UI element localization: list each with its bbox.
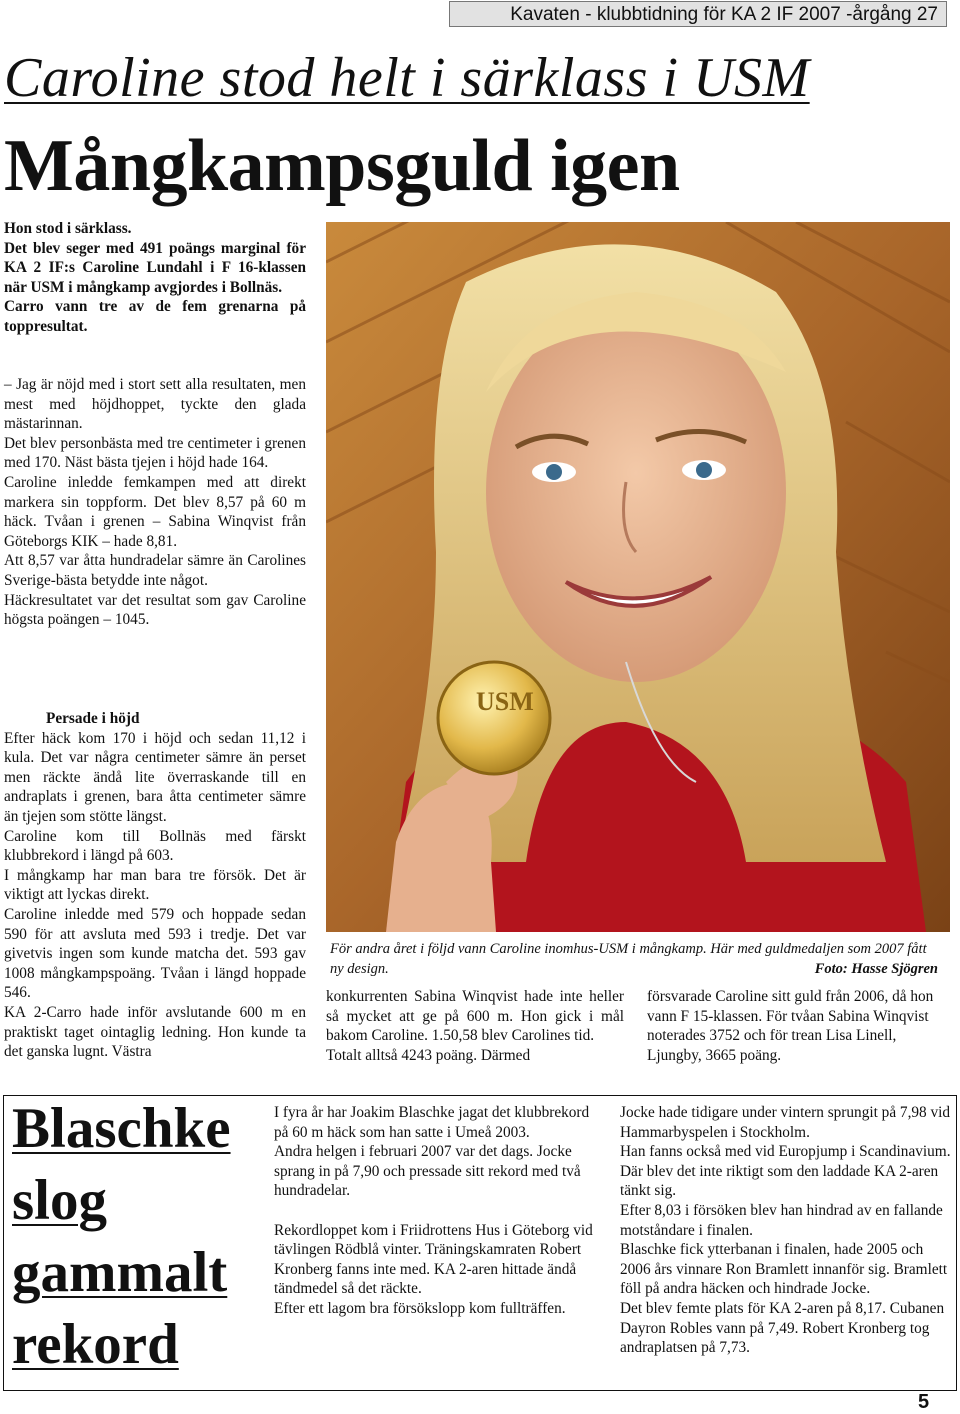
title-line: Blaschke <box>12 1097 231 1160</box>
article2-column2 <box>620 1103 952 1358</box>
article-headline: Mångkampsguld igen <box>4 125 680 207</box>
caption-text: För andra året i följd vann Caroline inomhus-USM i mångkamp. Här med guldmedaljen som 2007 fått ny design. <box>330 941 927 977</box>
article-lead <box>4 219 306 337</box>
photo-caption <box>330 939 938 979</box>
article2-column1 <box>274 1103 594 1319</box>
body-paragraph: Caroline kom till Bollnäs med färskt klubbrekord i längd på 603. <box>4 827 306 865</box>
body-paragraph: Caroline inledde med 579 och hoppade sedan 590 för att avsluta med 593 i tredje. Det var givetvis ingen som kunde matcha det. 593 gav 1008 mångkampspoäng. Tvåan i längd hoppade 546. <box>4 905 306 1002</box>
body-paragraph: I mångkamp har man bara tre försök. Det är viktigt att lyckas direkt. <box>4 866 306 904</box>
article-subheading: Persade i höjd <box>46 710 140 727</box>
body-paragraph: Efter häck kom 170 i höjd och sedan 11,12 i kula. Det var några centimeter sämre än perset men räckte ändå lite överraskande till en andraplats i grenen, bara åtta centimeter sämre än tjejen som stötte längst. <box>4 729 306 825</box>
lead-paragraph: Carro vann tre av de fem grenarna på toppresultat. <box>4 298 306 335</box>
portrait-photo <box>326 222 950 932</box>
body-paragraph: Efter 8,03 i försöken blev han hindrad av en fallande motståndare i finalen. <box>620 1201 943 1239</box>
body-paragraph: Efter ett lagom bra försökslopp kom fullträffen. <box>274 1299 566 1317</box>
paragraph-gap <box>274 1201 594 1221</box>
body-paragraph: Blaschke fick ytterbanan i finalen, hade 2005 och 2006 års vinnare Ron Bramlett innanför sig. Bramlett föll på andra häcken och hindrade Jocke. <box>620 1241 948 1298</box>
body-paragraph: Han fanns också med vid Europjump i Scandinavium. Där blev det inte riktigt som den laddade KA 2-aren tänkt sig. <box>620 1143 951 1200</box>
article2-title <box>12 1093 267 1381</box>
title-line: slog <box>12 1169 108 1232</box>
body-paragraph: Caroline inledde femkampen med att direkt markera sin toppform. Det blev 8,57 på 60 m häck. Tvåan i grenen – Sabina Winqvist från Göteborgs KIK – hade 8,81. <box>4 473 306 550</box>
medal-text: USM <box>476 687 534 716</box>
article-body-part2 <box>4 709 306 1062</box>
publication-header: Kavaten - klubbtidning för KA 2 IF 2007 -årgång 27 <box>449 1 947 27</box>
page-number: 5 <box>918 1391 930 1413</box>
body-paragraph: – Jag är nöjd med i stort sett alla resultaten, men mest med höjdhoppet, tyckte den glada mästarinnan. <box>4 376 306 433</box>
title-line: gammalt <box>12 1241 228 1304</box>
photo-credit: Foto: Hasse Sjögren <box>814 961 938 977</box>
body-paragraph: KA 2-Carro hade inför avslutande 600 m en praktiskt taget ointaglig ledning. Hon kunde ta det ganska lugnt. Västra <box>4 1003 306 1061</box>
body-paragraph: Det blev femte plats för KA 2-aren på 8,17. Cubanen Dayron Robles vann på 7,49. Robert Kronberg tog andraplatsen på 7,73. <box>620 1299 945 1357</box>
article-kicker: Caroline stod helt i särklass i USM <box>4 47 810 109</box>
title-line: rekord <box>12 1313 179 1376</box>
lead-paragraph: Det blev seger med 491 poängs marginal för KA 2 IF:s Caroline Lundahl i F 16-klassen när USM i mångkamp avgjordes i Bollnäs. <box>4 239 306 296</box>
body-paragraph: Häckresultatet var det resultat som gav Caroline högsta poängen – 1045. <box>4 591 306 629</box>
body-paragraph: Det blev personbästa med tre centimeter i grenen med 170. Näst bästa tjejen i höjd hade 164. <box>4 434 306 472</box>
body-paragraph: Andra helgen i februari 2007 var det dags. Jocke sprang in på 7,90 och pressade sitt rekord med två hundradelar. <box>274 1143 581 1200</box>
article-continuation-col1 <box>326 987 624 1065</box>
body-paragraph: konkurrenten Sabina Winqvist hade inte heller så mycket att ge på 600 m. Hon gick i mål bakom Caroline. 1.50,58 blev Carolines tid. <box>326 988 624 1045</box>
body-paragraph: Att 8,57 var åtta hundradelar sämre än Carolines Sverige-bästa betydde inte något. <box>4 552 306 589</box>
body-paragraph: försvarade Caroline sitt guld från 2006, då hon vann F 15-klassen. För tvåan Sabina Winqvist noterades 3752 och för trean Lisa Linell, Ljungby, 3665 poäng. <box>647 988 934 1064</box>
body-paragraph: Rekordloppet kom i Friidrottens Hus i Göteborg vid tävlingen Rödblå vinter. Träningskamraten Robert Kronberg fanns inte med. KA 2-aren hittade ändå tändmedel så det räckte. <box>274 1221 593 1298</box>
article-continuation-col2 <box>647 987 949 1065</box>
lead-paragraph: Hon stod i särklass. <box>4 220 132 237</box>
body-paragraph: Totalt alltså 4243 poäng. Därmed <box>326 1046 531 1064</box>
body-paragraph: Jocke hade tidigare under vintern sprungit på 7,98 vid Hammarbyspelen i Stockholm. <box>620 1104 951 1141</box>
article-body-part1 <box>4 375 306 630</box>
body-paragraph: I fyra år har Joakim Blaschke jagat det klubbrekord på 60 m häck som han satte i Umeå 2003. <box>274 1104 590 1141</box>
